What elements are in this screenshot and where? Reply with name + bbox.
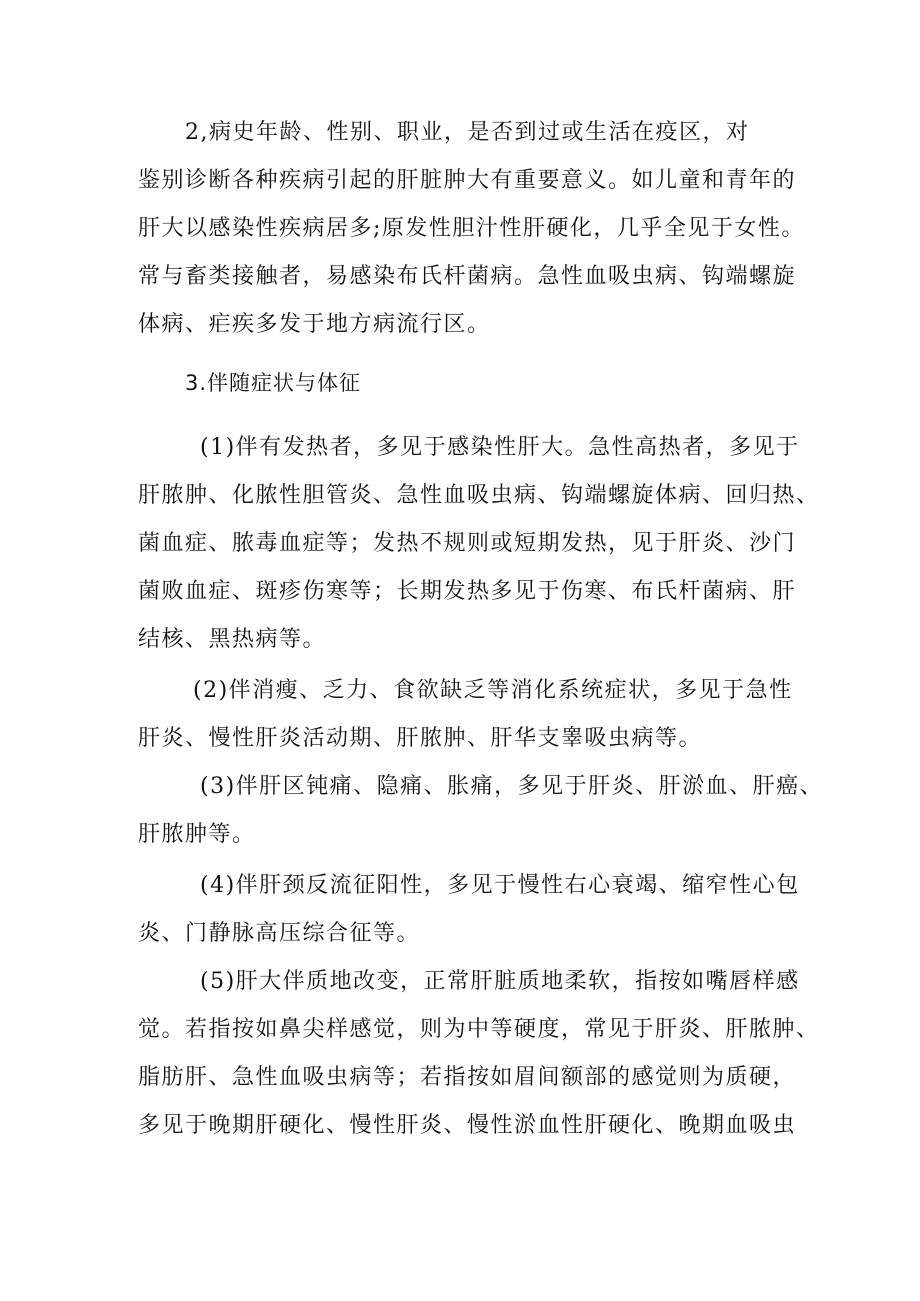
item4-line-2: 炎、门静脉高压综合征等。 [138,921,421,946]
item5-line-3: 脂肪肝、急性血吸虫病等；若指按如眉间额部的感觉则为质硬， [138,1065,797,1090]
item5-line-2: 觉。若指按如鼻尖样感觉，则为中等硬度，常见于肝炎、肝脓肿、 [138,1017,820,1042]
item2-line-2: 肝炎、慢性肝炎活动期、肝脓肿、肝华支睾吸虫病等。 [138,726,703,751]
section2-line-3: 肝大以感染性疾病居多;原发性胆汁性肝硬化，几乎全见于女性。 [138,216,805,241]
section3-heading: 3.伴随症状与体征 [185,371,362,395]
item3-line-1: (3)伴肝区钝痛、隐痛、胀痛，多见于肝炎、肝淤血、肝癌、 [200,774,824,799]
item2-line-1: (2)伴消瘦、乏力、食欲缺乏等消化系统症状，多见于急性 [193,678,793,703]
section2-line-5: 体病、疟疾多发于地方病流行区。 [138,312,491,337]
item1-line-3: 菌血症、脓毒血症等；发热不规则或短期发热，见于肝炎、沙门 [138,531,797,556]
item3-line-2: 肝脓肿等。 [138,822,256,847]
section2-line-2: 鉴别诊断各种疾病引起的肝脏肿大有重要意义。如儿童和青年的 [138,168,797,193]
item1-line-5: 结核、黑热病等。 [138,627,327,652]
item4-line-1: (4)伴肝颈反流征阳性，多见于慢性右心衰竭、缩窄性心包 [200,873,800,898]
item5-line-1: (5)肝大伴质地改变，正常肝脏质地柔软，指按如嘴唇样感 [200,969,800,994]
section2-line-1: 2,病史年龄、性别、职业，是否到过或生活在疫区，对 [185,120,750,145]
section2-line-4: 常与畜类接触者，易感染布氏杆菌病。急性血吸虫病、钩端螺旋 [138,264,797,289]
item1-line-2: 肝脓肿、化脓性胆管炎、急性血吸虫病、钩端螺旋体病、回归热、 [138,483,820,508]
item5-line-4: 多见于晚期肝硬化、慢性肝炎、慢性淤血性肝硬化、晚期血吸虫 [138,1113,797,1138]
item1-line-1: (1)伴有发热者，多见于感染性肝大。急性高热者，多见于 [200,435,800,460]
item1-line-4: 菌败血症、斑疹伤寒等；长期发热多见于伤寒、布氏杆菌病、肝 [138,579,797,604]
